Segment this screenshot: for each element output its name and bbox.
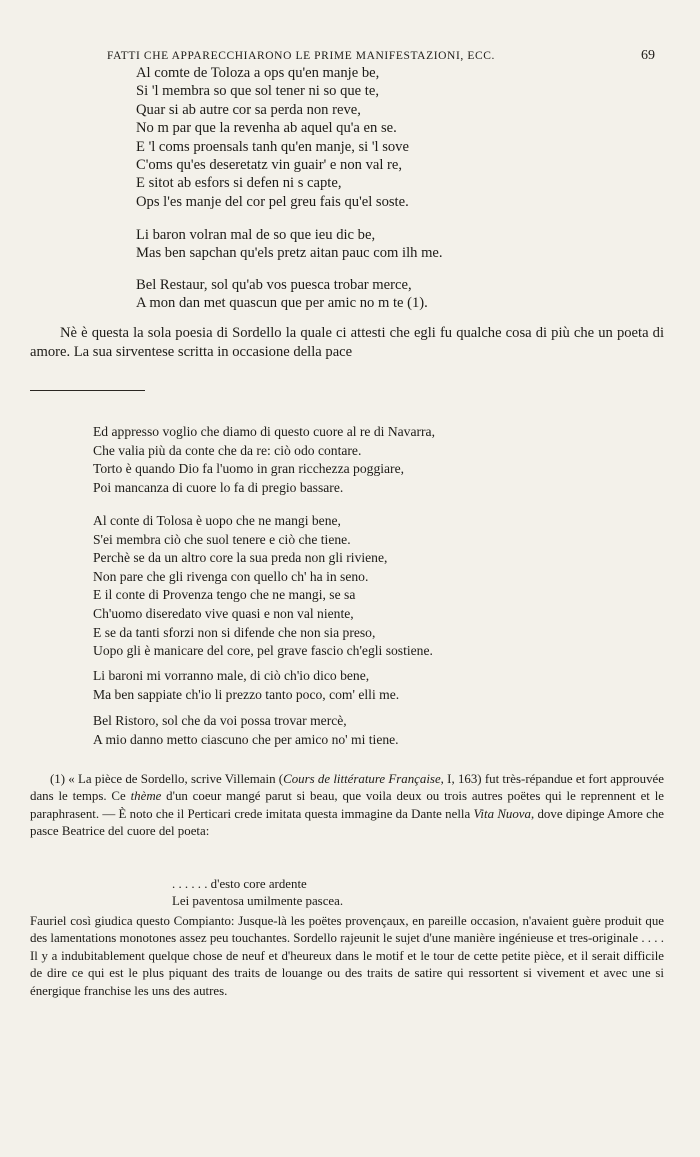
poem-line: No m par que la revenha ab aquel qu'a en se. [136, 120, 397, 137]
poem-line: Si 'l membra so que sol tener ni so que te, [136, 83, 379, 100]
running-title: FATTI CHE APPARECCHIARONO LE PRIME MANIFESTAZIONI, ECC. [107, 50, 495, 62]
footnote-text: d'un coeur mangé parut si beau, que voila deux ou trois autres poëtes qui le reprennent et le paraphrasent. — È noto che il Perticari crede imitata questa immagine da Dante nella [30, 789, 665, 821]
poem-line: Mas ben sapchan qu'els pretz aitan pauc com ilh me. [136, 245, 443, 262]
poem-line: Quar si ab autre cor sa perda non reve, [136, 101, 361, 118]
poem-stanza-3 [136, 276, 428, 313]
translation-line: Bel Ristoro, sol che da voi possa trovar mercè, [93, 713, 347, 728]
footnote-rule [30, 390, 145, 391]
poem-line: E sitot ab esfors si defen ni s capte, [136, 175, 342, 192]
page-number: 69 [641, 48, 655, 63]
quote-line: . . . . . . d'esto core ardente [172, 877, 307, 891]
translation-line: Che valia più da conte che da re: ciò odo contare. [93, 442, 362, 458]
poem-line: A mon dan met quascun que per amic no m te (1). [136, 295, 428, 312]
footnote-text: Fauriel così giudica questo Compianto: Jusque-là les poëtes provençaux, en pareille occasion, n'avaient guère produit que des lamentations monotones assez peu touchantes. Sordello rajeunit le sujet d'une manière ingénieuse et tres-originale . . . . Il y a indubitablement quelque chose de neuf et d'heureux dans le motif et le tour de cette petite pièce, et il serait difficile de dire ce qui est le plus piquant des traits de louange ou des traits de satire qui ressortent si vivement et avec une si énergique franchise les uns des autres. [30, 914, 664, 998]
translation-stanza-4 [93, 712, 399, 749]
footnote-text: , I, 163) fut très-répandue et fort approuvée dans le temps. Ce [30, 772, 664, 804]
translation-line: Perchè se da un altro core la sua preda non gli riviene, [93, 550, 388, 566]
poem-line: Al comte de Toloza a ops qu'en manje be, [136, 65, 380, 81]
footnote-paragraph-1 [30, 771, 664, 841]
translation-line: Non pare che gli rivenga con quello ch' ha in seno. [93, 568, 369, 584]
poem-line: C'oms qu'es deseretatz vin guair' e non val re, [136, 157, 403, 174]
footnote-work-title: Vita Nuova [473, 806, 531, 821]
translation-line: Ma ben sappiate ch'io li prezzo tanto poco, com' elli me. [93, 686, 400, 702]
body-paragraph [30, 324, 664, 362]
translation-line: E se da tanti sforzi non si difende che non sia preso, [93, 624, 376, 640]
translation-line: E il conte di Provenza tengo che ne mangi, se sa [93, 587, 356, 603]
translation-line: A mio danno metto ciascuno che per amico no' mi tiene. [93, 731, 399, 747]
poem-line: Li baron volran mal de so que ieu dic be, [136, 227, 376, 243]
poem-line: Ops l'es manje del cor pel greu fais qu'el soste. [136, 193, 409, 210]
body-text: Nè è questa la sola poesia di Sordello la quale ci attesti che egli fu qualche cosa di più che un poeta di amore. La sua sirventese scritta in occasione della pace [30, 325, 664, 360]
translation-line: Al conte di Tolosa è uopo che ne mangi bene, [93, 513, 341, 528]
footnote-text: , dove dipinge Amore che pasce Beatrice del cuore del poeta: [30, 806, 665, 839]
footnote-emphasis: thème [130, 789, 162, 804]
translation-line: Ed appresso voglio che diamo di questo cuore al re di Navarra, [93, 424, 435, 439]
translation-stanza-3 [93, 667, 399, 704]
translation-line: Uopo gli è manicare del core, pel grave fascio ch'egli sostiene. [93, 643, 433, 659]
footnote-citation: Cours de littérature Française [283, 772, 441, 786]
poem-stanza-2 [136, 226, 443, 263]
translation-stanza-2 [93, 512, 433, 661]
poem-stanza-1 [136, 64, 409, 211]
footnote-paragraph-2 [30, 913, 664, 1000]
quote-line: Lei paventosa umilmente pascea. [172, 894, 344, 909]
footnote-text: (1) « La pièce de Sordello, scrive Villemain ( [50, 772, 284, 786]
translation-line: S'ei membra ciò che suol tenere e ciò che tiene. [93, 531, 351, 547]
poem-line: E 'l coms proensals tanh qu'en manje, si 'l sove [136, 138, 409, 155]
translation-line: Li baroni mi vorranno male, di ciò ch'io dico bene, [93, 668, 370, 683]
translation-line: Torto è quando Dio fa l'uomo in gran ricchezza poggiare, [93, 461, 405, 477]
poem-line: Bel Restaur, sol qu'ab vos puesca trobar merce, [136, 277, 412, 293]
translation-line: Ch'uomo diseredato vive quasi e non val niente, [93, 605, 354, 621]
translation-stanza-1 [93, 423, 435, 497]
translation-line: Poi mancanza di cuore lo fa di pregio bassare. [93, 479, 344, 495]
footnote-quote [172, 876, 343, 911]
